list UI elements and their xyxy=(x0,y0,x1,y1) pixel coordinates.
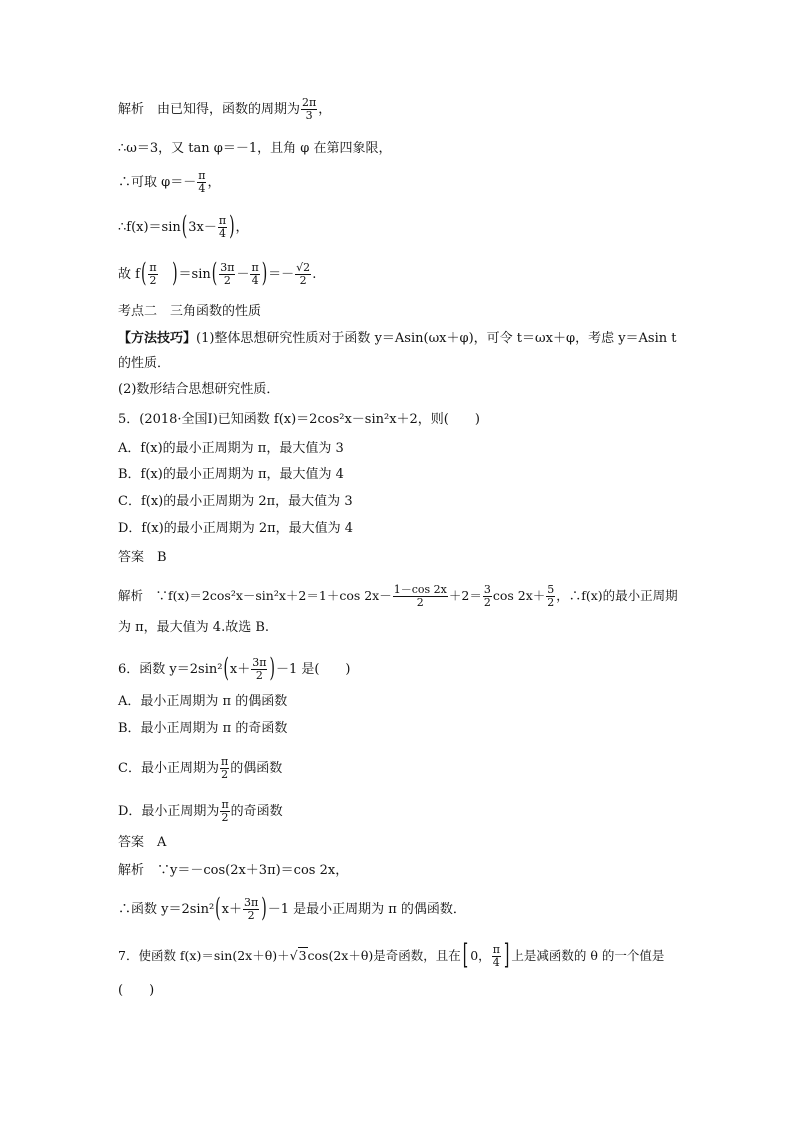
q5-option-a: A．f(x)的最小正周期为 π，最大值为 3 xyxy=(118,441,344,456)
q6-solution-2: ∴函数 y＝2sin²(x＋ $\frac{3\pi}{2}$ )－1 是最小正周期为 π 的偶函数． xyxy=(118,893,466,925)
q5-option-b: B．f(x)的最小正周期为 π，最大值为 4 xyxy=(118,467,344,482)
q5-answer: 答案 B xyxy=(118,550,167,565)
q6-option-a: A．最小正周期为 π 的偶函数 xyxy=(118,694,288,709)
q7-stem: 7．使函数 f(x)＝sin(2x＋θ)＋√3cos(2x＋θ)是奇函数，且在 [ 0， $\frac{\pi}{4}$ ] 上是减函数的 θ 的一个值是 xyxy=(118,940,665,972)
q6-option-c: C．最小正周期为 $\frac{\pi}{2}$ 的偶函数 xyxy=(118,755,283,781)
solution-line-2: ∴ω＝3，又 tan φ＝－1，且角 φ 在第四象限， xyxy=(118,141,392,156)
section-title: 考点二 三角函数的性质 xyxy=(118,304,262,319)
q6-solution-1: 解析 ∵y＝－cos(2x＋3π)＝cos 2x， xyxy=(118,863,349,878)
q6-option-b: B．最小正周期为 π 的奇函数 xyxy=(118,721,288,736)
q5-option-c: C．f(x)的最小正周期为 2π，最大值为 3 xyxy=(118,494,353,509)
q7-options: ( ) xyxy=(118,983,155,998)
method-tip-3: (2)数形结合思想研究性质． xyxy=(118,382,280,397)
q6-answer: 答案 A xyxy=(118,835,167,850)
q6-option-d: D．最小正周期为 $\frac{\pi}{2}$ 的奇函数 xyxy=(118,798,283,824)
text: 解析 由已知得，函数的周期为 xyxy=(118,102,301,117)
fraction: $\frac{2\pi}{3}$ xyxy=(302,96,317,122)
q5-solution-2: 为 π，最大值为 4.故选 B. xyxy=(118,620,270,635)
method-tip-2: 的性质． xyxy=(118,356,171,371)
q6-stem: 6．函数 y＝2sin²(x＋ $\frac{3\pi}{2}$ )－1 是( ) xyxy=(118,653,351,685)
tip-label: 【方法技巧】 xyxy=(118,331,197,346)
q5-option-d: D．f(x)的最小正周期为 2π，最大值为 4 xyxy=(118,521,354,536)
solution-line-1: 解析 由已知得，函数的周期为 $\frac{2\pi}{3}$ ， xyxy=(118,96,332,122)
q5-stem: 5．(2018·全国Ⅰ)已知函数 f(x)＝2cos²x－sin²x＋2，则( ) xyxy=(118,412,480,427)
q5-solution: 解析 ∵f(x)＝2cos²x－sin²x＋2＝1＋cos 2x－ $\frac{1-\cos 2x}{2}$ ＋2＝ $\frac{3}{2}$ cos 2x＋ $\frac{5}{2}$ ，∴f(x)的最小正周期 xyxy=(118,583,678,609)
solution-line-4: ∴f(x)＝sin(3x－ $\frac{\pi}{4}$ )， xyxy=(118,211,249,243)
solution-line-5: 故 f( $\frac{\pi}{2}$ )＝sin( $\frac{3\pi}{2}$ － $\frac{\pi}{4}$ )＝－ $\frac{√2}{2}$ . xyxy=(118,258,317,290)
method-tip: 【方法技巧】(1)整体思想研究性质对于函数 y＝Asin(ωx＋φ)，可令 t＝ωx＋φ，考虑 y＝Asin t xyxy=(118,331,677,346)
solution-line-3: ∴可取 φ＝－ $\frac{\pi}{4}$ ， xyxy=(118,169,221,195)
